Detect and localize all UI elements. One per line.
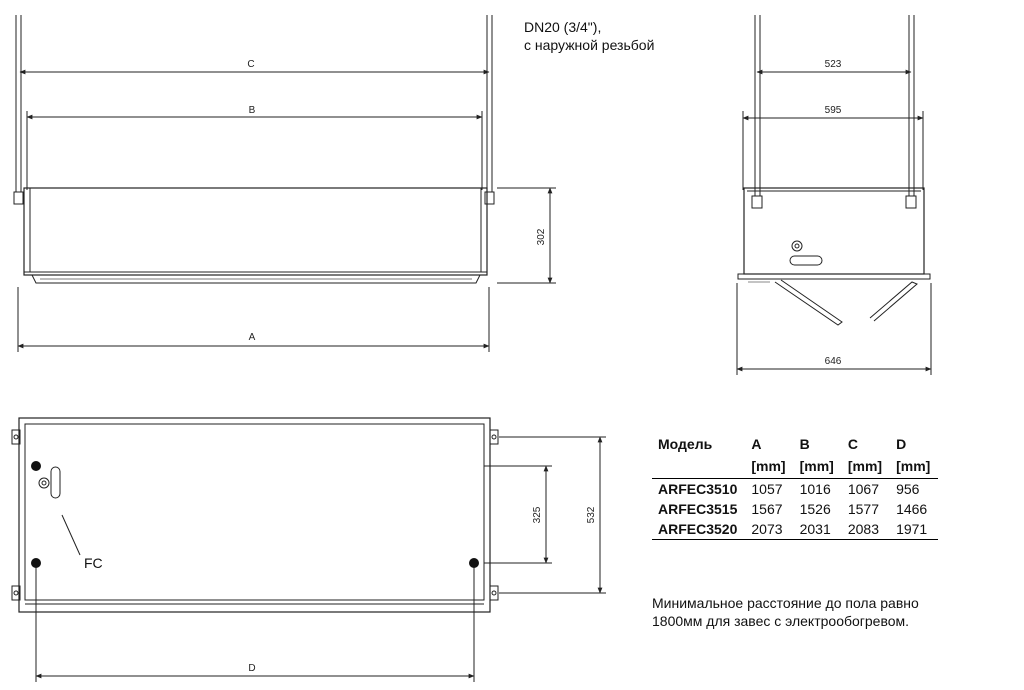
table-header: B (799, 436, 810, 452)
table-cell: 2073 (745, 519, 793, 540)
table-row (652, 479, 938, 500)
pipe-note-line1: DN20 (3/4"), (524, 19, 602, 35)
table-cell: 1016 (799, 481, 831, 497)
table-row (652, 499, 938, 519)
table-header: Модель (658, 436, 713, 452)
table-header: D (896, 436, 907, 452)
table-cell: 1971 (890, 519, 938, 540)
table-header: A (751, 436, 762, 452)
front-view (14, 15, 556, 352)
side-body (744, 188, 924, 274)
dim-label-c: C (247, 59, 255, 70)
table-cell: 1057 (751, 481, 783, 497)
table-row (652, 519, 938, 540)
table-unit: [mm] (890, 456, 938, 479)
bottom-frame-outer (19, 418, 490, 612)
pipe-note-line2: с наружной резьбой (524, 37, 655, 53)
control-panel (790, 256, 822, 265)
front-body (24, 188, 487, 275)
pipe-right (485, 15, 494, 204)
control-knob (792, 241, 802, 251)
table-unit: [mm] (794, 456, 842, 479)
table-unit: [mm] (842, 456, 890, 479)
table-header: C (847, 436, 858, 452)
dimension-table (652, 434, 938, 540)
bottom-control-panel (51, 467, 60, 498)
dim-label-b: B (248, 105, 256, 116)
bottom-knob (39, 478, 49, 488)
mount-dot (469, 558, 479, 568)
mount-dot (31, 558, 41, 568)
table-cell-model: ARFEC3510 (658, 481, 738, 497)
table-cell: 1526 (799, 501, 831, 517)
dim-label-646: 646 (824, 356, 842, 367)
table-unit (652, 456, 745, 479)
table-cell: 2031 (794, 519, 842, 540)
table-cell: 1567 (751, 501, 783, 517)
min-note-line2: 1800мм для завес с электрообогревом. (652, 613, 910, 629)
bottom-view (12, 418, 606, 682)
table-cell-model: ARFEC3515 (658, 501, 738, 517)
dim-label-523: 523 (824, 59, 842, 70)
table-cell: 1067 (847, 481, 879, 497)
table-cell: 1466 (896, 501, 928, 517)
pipe-connection-note (524, 18, 654, 54)
table-cell: 956 (896, 481, 920, 497)
dim-label-a: A (248, 332, 256, 343)
min-note-line1: Минимальное расстояние до пола равно (652, 595, 919, 611)
fc-leader (62, 515, 80, 555)
table-cell-model: ARFEC3520 (652, 519, 745, 540)
side-flap-left (775, 280, 842, 325)
dim-label-d: D (248, 663, 256, 674)
fc-label: FC (84, 555, 103, 571)
pipe-left (14, 15, 23, 204)
mount-dot (31, 461, 41, 471)
dim-label-595: 595 (824, 105, 842, 116)
dim-label-532: 532 (586, 506, 597, 524)
table-cell: 2083 (842, 519, 890, 540)
bottom-dots (31, 461, 479, 568)
minimum-height-note (652, 594, 919, 630)
table-unit: [mm] (745, 456, 793, 479)
dim-label-325: 325 (532, 506, 543, 524)
bottom-frame-inner (25, 424, 484, 600)
table-cell: 1577 (847, 501, 879, 517)
side-flap-right (870, 282, 917, 321)
dim-label-302: 302 (536, 228, 547, 246)
